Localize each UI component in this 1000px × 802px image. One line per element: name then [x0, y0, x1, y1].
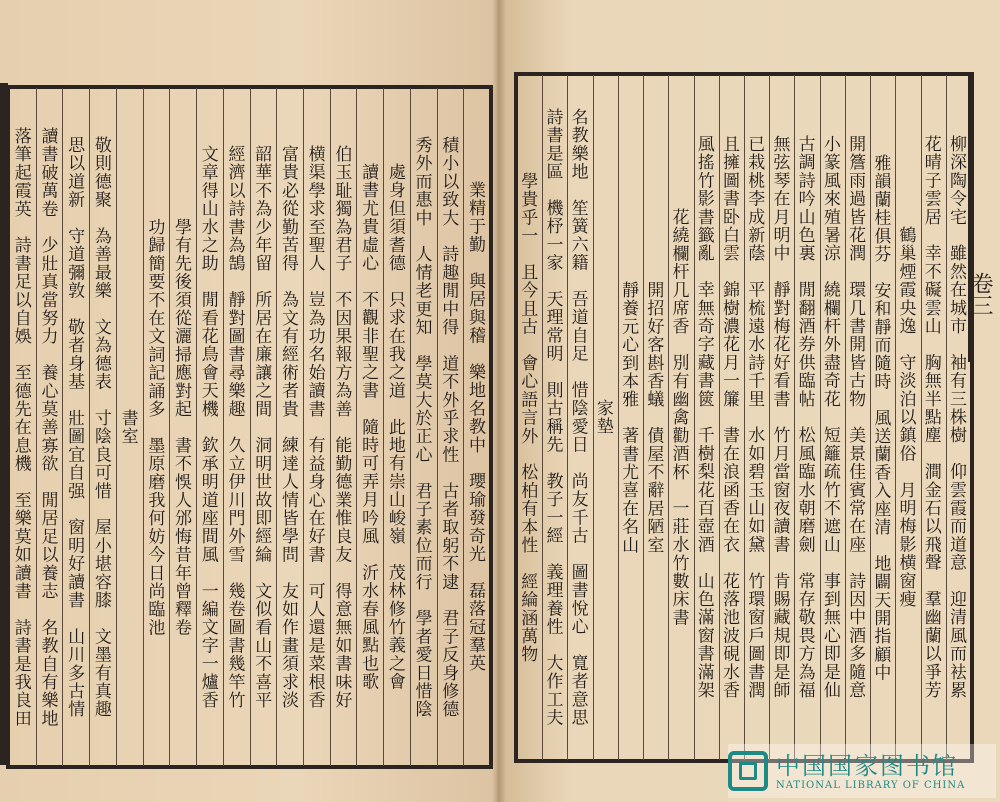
left_page-column-text: 秀外而惠中 人情老更知 學莫大於正心 君子素位而行 學者愛日惜陰 [411, 135, 432, 719]
right-page-frame [514, 72, 974, 763]
left_page-column [276, 88, 303, 766]
left_page-column [9, 88, 36, 766]
right_page-column-text: 靜養元心到本雅 著書尤喜在名山 [618, 281, 639, 554]
right_page-column [694, 75, 719, 760]
left_page-column [169, 88, 196, 766]
left_page-column [36, 88, 63, 766]
left_page-column [303, 88, 330, 766]
right_page-column [542, 75, 567, 760]
right_page-column [643, 75, 668, 760]
left_page-column [250, 88, 277, 766]
left_page-column-text: 處身但須耆德 只求在我之道 此地有崇山峻嶺 茂林修竹義之會 [384, 163, 405, 691]
left_page-column [143, 88, 170, 766]
book-gutter [492, 0, 506, 802]
left_page-column [463, 88, 490, 766]
left_page-column [383, 88, 410, 766]
right_page-column [618, 75, 643, 760]
right_page-column [719, 75, 744, 760]
left_page-column-text: 落筆起霞英 詩書足以自娛 至德先在息機 至樂莫如讀書 詩書是我良田 [10, 126, 31, 728]
left-page-frame [6, 85, 493, 769]
right_page-column-text: 名教樂地 笙簧六籍 吾道自足 惜陰愛日 尚友千古 圖書悅心 寬者意思 [567, 108, 588, 727]
left_page-column-text: 讀書尤貴虛心 不觀非聖之書 隨時可弄月吟風 沂水春風點也歌 [358, 163, 379, 691]
right_page-column [820, 75, 845, 760]
left_page-column-text: 文章得山水之助 閒看花鳥會天機 欽承明道座間風 一編文字一爐香 [197, 144, 218, 710]
right_page-column-text: 且擁圖書卧白雲 錦樹濃花月一簾 書在浪函香在衣 花落池波硯水香 [718, 135, 739, 700]
right_page-column-text: 詩書是區 機杼一家 天理常明 則古稱先 教子一經 義理養性 大作工夫 [542, 108, 563, 727]
right_page-column-text: 開招好客斟香蟻 債屋不辭居陋室 [643, 281, 664, 554]
right_page-column-text: 開簷雨過皆花潤 環几書開皆古物 美景佳賓常在座 詩因中酒多隨意 [845, 135, 866, 700]
left_page-column [330, 88, 357, 766]
left_page-column-text: 學有先後須從灑掃應對起 書不悞人邠悔昔年曾釋卷 [171, 217, 192, 637]
right_page-column-text: 學貴乎一 且今且古 會心語言外 松柏有本性 經綸涵萬物 [517, 171, 538, 664]
right_page-column [517, 75, 542, 760]
left_page-column-text: 韶華不為少年留 所居在廉讓之間 洞明世故即經綸 文似看山不喜平 [251, 144, 272, 710]
left_page-column-text: 伯玉耻獨為君子 不因果報方為善 能勤德業惟良友 得意無如書味好 [331, 144, 352, 710]
left_page-column-text: 富貴必從勤苦得 為文有經術者貴 練達人情皆學問 友如作畫須求淡 [277, 144, 298, 710]
right_page-column [668, 75, 693, 760]
right_page-column-text: 鶴巢煙霞央逸 守淡泊以鎮俗 月明梅影横窗瘦 [895, 226, 916, 609]
right_page-column [744, 75, 769, 760]
right_page-column-text: 小篆風來殖暑涼 繞欄杆外盡奇花 短籬疏竹不遮山 事到無心即是仙 [819, 135, 840, 700]
right_page-column [870, 75, 895, 760]
right_page-column [794, 75, 819, 760]
left_page-column [223, 88, 250, 766]
left_page-column [356, 88, 383, 766]
volume-label: 卷三 [968, 272, 993, 316]
left_page-column [89, 88, 116, 766]
left_page-column-text: 功歸簡要不在文詞記誦多 墨原磨我何妨今日尚臨池 [144, 217, 165, 637]
right_page-column-text: 花繞欄杆几席香 別有幽禽勸酒杯 一莊水竹數床書 [668, 208, 689, 627]
library-name-en: NATIONAL LIBRARY OF CHINA [776, 779, 966, 791]
library-logo [728, 744, 996, 798]
left_page-column-text: 業精于勤 與居與稽 樂地名教中 瓔瑜發奇光 磊落冠羣英 [464, 181, 485, 673]
left_page-column [437, 88, 464, 766]
left_page-column-text: 敬則德聚 為善最樂 文為德表 寸陰良可惜 屋小堪容膝 文墨有真趣 [90, 135, 111, 719]
right_page-column-text: 已栽桃李成新蔭 平梳遠水詩千里 水如碧玉山如黛 竹環窗戶圖書潤 [744, 135, 765, 700]
right_page-column [567, 75, 592, 760]
right_page-column-text: 雅韻蘭桂俱芬 安和靜而隨時 風送蘭香入座清 地闢天開指顧中 [870, 153, 891, 682]
library-logo-mark [728, 751, 768, 791]
left_page-column-text: 書室 [117, 408, 138, 446]
right_page-column [921, 75, 946, 760]
left_page-column-text: 思以道新 守道彌敦 敬者身基 壯圖宜自强 窗明好讀書 山川多古情 [64, 135, 85, 719]
right_page-column [845, 75, 870, 760]
left_page-column-text: 讀書破萬卷 少壯真當努力 養心莫善寡欲 閒居足以養志 名教自有樂地 [37, 126, 58, 728]
right_page-column [895, 75, 920, 760]
right_page-column-text: 家墊 [592, 399, 613, 436]
right_page-column-text: 風搖竹影書籤亂 幸無奇字藏書篋 千樹梨花百壺酒 山色滿窗書滿架 [693, 135, 714, 700]
right_page-column [593, 75, 618, 760]
left_page-column [62, 88, 89, 766]
left_page-column-text: 積小以致大 詩趣閒中得 道不外乎求性 古者取躬不逮 君子反身修德 [438, 135, 459, 719]
left_page-column [410, 88, 437, 766]
left_page-column-text: 横渠學求至聖人 豈為功名始讀書 有益身心在好書 可人還是菜根香 [304, 144, 325, 710]
library-name-cn: 中国国家图书馆 [776, 751, 958, 780]
right_page-column-text: 花晴子雲居 幸不礙雲山 胸無半點塵 澗金石以飛聲 羣幽蘭以爭芳 [920, 135, 941, 700]
right_page-column-text: 無弦琴在月明中 靜對梅花好看書 竹月當窗夜讀書 肯賜藏規即是師 [769, 135, 790, 700]
right-margin-box [968, 72, 1000, 362]
right_page-column [769, 75, 794, 760]
left_page-column [116, 88, 143, 766]
left_page-column-text: 經濟以詩書為鵠 靜對圖書尋樂趣 久立伊川門外雪 幾卷圖書幾竿竹 [224, 144, 245, 710]
right_page-column-text: 古調詩吟山色裏 閒翻酒券供臨帖 松風臨水朝磨劍 常存敬畏方為福 [794, 135, 815, 700]
right_page-column-text: 柳深陶令宅 雖然在城市 袖有三株樹 仰雲霞而道意 迎清風而袪累 [945, 135, 966, 700]
left_page-column [196, 88, 223, 766]
